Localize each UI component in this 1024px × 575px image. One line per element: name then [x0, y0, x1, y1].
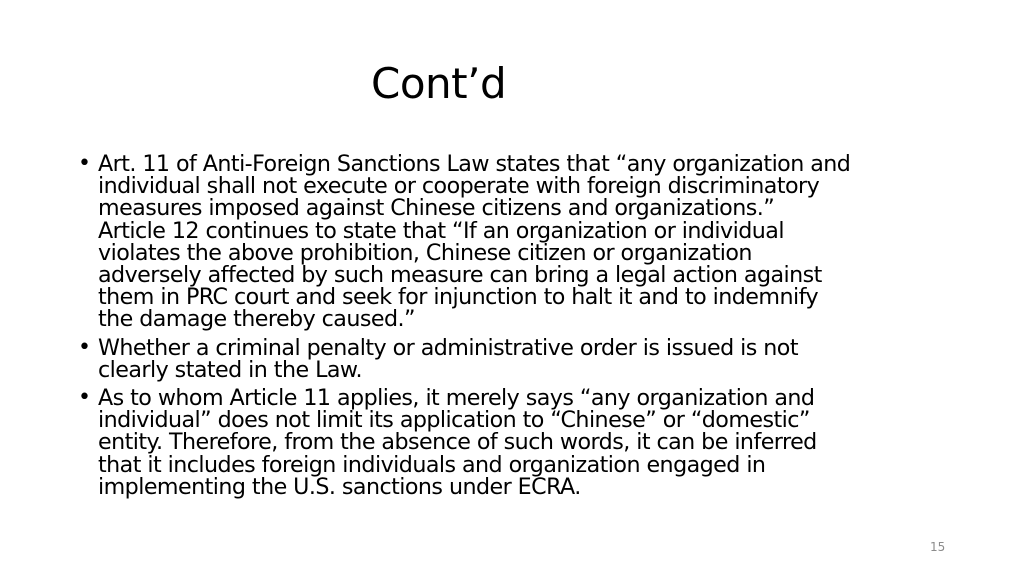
page-number: 15: [930, 540, 946, 554]
bullet-item: [78, 153, 958, 331]
bullet-list: [78, 153, 958, 504]
bullet-dot-icon: •: [78, 151, 91, 176]
slide-title: Cont’d: [371, 59, 507, 108]
bullet-text: Art. 11 of Anti-Foreign Sanctions Law states that “any organization and individual shall not execute or cooperate with foreign discriminatory measures imposed against Chinese citizens and organizations.” Article 12 continues to state that “If an organization or individual violates the above prohibition, Chinese citizen or organization adversely affected by such measure can bring a legal action against them in PRC court and seek for injunction to halt it and to indemnify the damage thereby caused.”: [98, 151, 851, 333]
bullet-dot-icon: •: [78, 385, 91, 411]
bullet-text: As to whom Article 11 applies, it merely says “any organization and individual” does not limit its application to “Chinese” or “domestic” entity. Therefore, from the absence of such words, it can be inferred that it includes foreign individuals and organization engaged in implementing the U.S. sanctions under ECRA.: [98, 385, 817, 500]
bullet-item: [78, 387, 958, 498]
bullet-text: Whether a criminal penalty or administrative order is issued is not clearly stated in the Law.: [98, 334, 798, 383]
bullet-dot-icon: •: [78, 334, 91, 360]
bullet-item: [78, 334, 958, 383]
